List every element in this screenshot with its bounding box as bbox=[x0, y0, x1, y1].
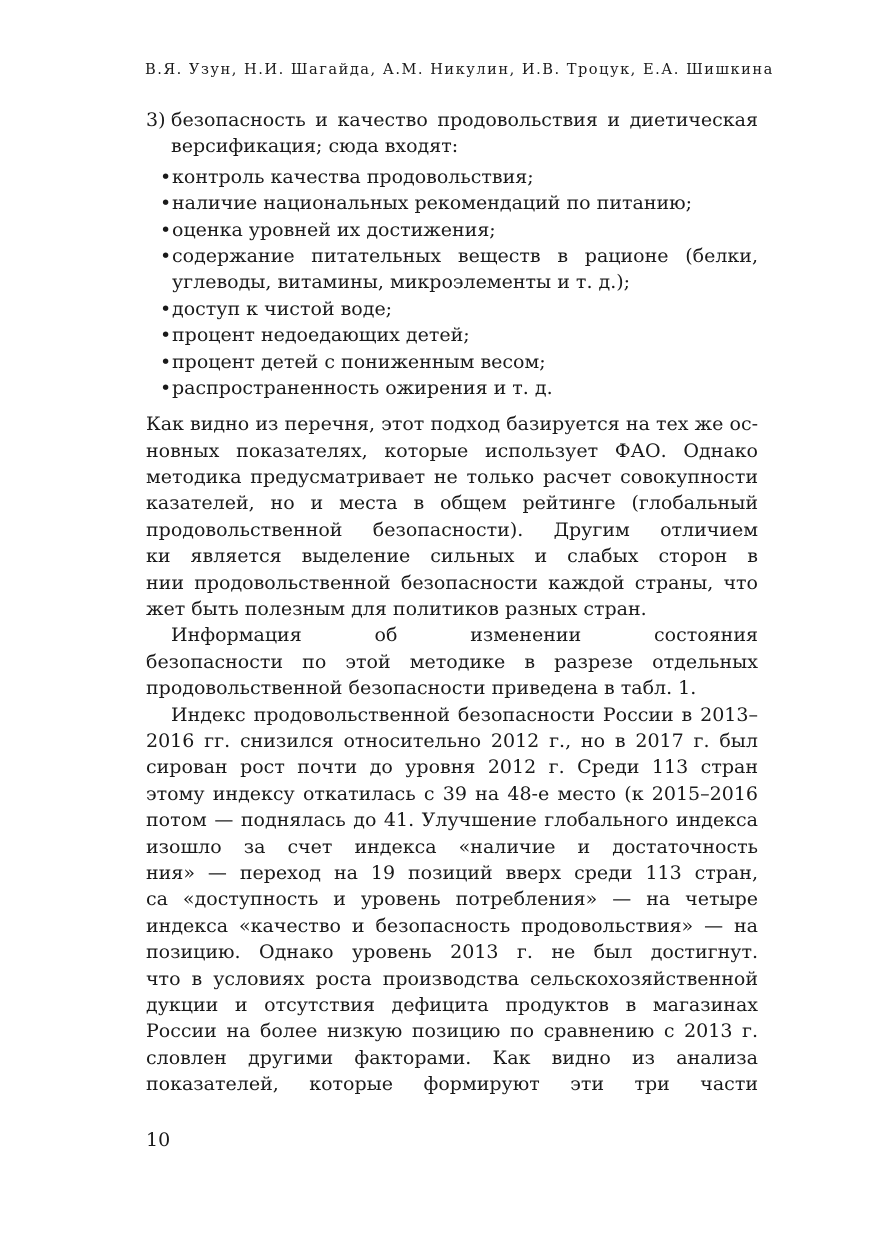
paragraph-line: словлен другими факторами. Как видно из анализа bbox=[146, 1046, 758, 1069]
bullet-text: процент недоедающих детей; bbox=[172, 324, 470, 347]
bullet-icon: • bbox=[160, 376, 172, 399]
bullet-icon: • bbox=[160, 165, 172, 188]
bullet-icon: • bbox=[160, 218, 172, 241]
numbered-list-item bbox=[146, 107, 758, 160]
paragraph-line: этому индексу откатилась с 39 на 48-е место (к 2015–2016 bbox=[146, 782, 758, 805]
list-item-line: безопасность и качество продовольствия и диетическая bbox=[171, 109, 758, 131]
paragraph-3 bbox=[146, 702, 758, 1098]
bullet-item bbox=[146, 243, 758, 296]
bullet-item bbox=[146, 322, 758, 348]
list-item-number: 3) bbox=[146, 109, 166, 131]
paragraph-line: Информация об изменении состояния bbox=[171, 624, 758, 647]
bullet-text: процент детей с пониженным весом; bbox=[172, 350, 546, 373]
paragraph-line: Индекс продовольственной безопасности России в 2013– bbox=[171, 703, 758, 726]
paragraph-line: са «доступность и уровень потребления» — на четыре bbox=[146, 888, 758, 911]
bullet-icon: • bbox=[160, 324, 172, 347]
bullet-text: распространенность ожирения и т. д. bbox=[172, 376, 553, 399]
paragraph-line: безопасности по этой методике в разрезе отдельных bbox=[146, 650, 758, 673]
paragraph-line: что в условиях роста производства сельскохозяйственной bbox=[146, 967, 758, 990]
paragraph-line: продовольственной безопасности приведена в табл. 1. bbox=[146, 677, 697, 700]
paragraph-line: потом — поднялась до 41. Улучшение глобального индекса bbox=[146, 809, 758, 832]
paragraph-line: методика предусматривает не только расчет совокупности bbox=[146, 466, 758, 489]
paragraph-line: дукции и отсутствия дефицита продуктов в магазинах bbox=[146, 993, 758, 1016]
page-number: 10 bbox=[146, 1129, 171, 1151]
bullet-icon: • bbox=[160, 350, 172, 373]
paragraph-line: новных показателях, которые использует ФАО. Однако bbox=[146, 439, 758, 462]
paragraph-line: ки является выделение сильных и слабых сторон в bbox=[146, 545, 758, 568]
bullet-item bbox=[146, 190, 758, 216]
bullet-text: контроль качества продовольствия; bbox=[172, 165, 534, 188]
bullet-icon: • bbox=[160, 192, 172, 215]
bullet-text: оценка уровней их достижения; bbox=[172, 218, 496, 241]
paragraph-line: изошло за счет индекса «наличие и достаточность bbox=[146, 835, 758, 858]
paragraph-line: показателей, которые формируют эти три части bbox=[146, 1073, 758, 1096]
bullet-text: наличие национальных рекомендаций по питанию; bbox=[172, 192, 693, 215]
running-header-authors: В.Я. Узун, Н.И. Шагайда, А.М. Никулин, И.В. Троцук, Е.А. Шишкина bbox=[145, 61, 774, 78]
paragraph-1 bbox=[146, 411, 758, 622]
paragraph-line: продовольственной безопасности). Другим отличием bbox=[146, 518, 758, 541]
bullet-text: содержание питательных веществ в рационе (белки, bbox=[172, 244, 758, 267]
bullet-text: углеводы, витамины, микроэлементы и т. д.); bbox=[172, 271, 631, 294]
bullet-text: доступ к чистой воде; bbox=[172, 297, 393, 320]
bullet-item bbox=[146, 296, 758, 322]
paragraph-2 bbox=[146, 622, 758, 701]
bullet-item bbox=[146, 164, 758, 190]
bullet-list bbox=[146, 164, 758, 402]
paragraph-line: ния» — переход на 19 позиций вверх среди 113 стран, bbox=[146, 861, 758, 884]
paragraph-line: России на более низкую позицию по сравнению с 2013 г. bbox=[146, 1020, 758, 1043]
list-item-line: версификация; сюда входят: bbox=[171, 135, 459, 158]
page-body bbox=[146, 107, 758, 1097]
paragraph-line: позицию. Однако уровень 2013 г. не был достигнут. bbox=[146, 941, 758, 964]
paragraph-line: Как видно из перечня, этот подход базируется на тех же ос- bbox=[146, 413, 758, 436]
bullet-item bbox=[146, 217, 758, 243]
bullet-item bbox=[146, 349, 758, 375]
paragraph-line: казателей, но и места в общем рейтинге (глобальный bbox=[146, 492, 758, 515]
paragraph-line: индекса «качество и безопасность продовольствия» — на bbox=[146, 914, 758, 937]
paragraph-line: нии продовольственной безопасности каждой страны, что bbox=[146, 571, 758, 594]
paragraph-line: 2016 гг. снизился относительно 2012 г., но в 2017 г. был bbox=[146, 729, 758, 752]
bullet-item bbox=[146, 375, 758, 401]
paragraph-line: жет быть полезным для политиков разных стран. bbox=[146, 598, 647, 621]
bullet-icon: • bbox=[160, 244, 172, 267]
paragraph-line: сирован рост почти до уровня 2012 г. Среди 113 стран bbox=[146, 756, 758, 779]
bullet-icon: • bbox=[160, 297, 172, 320]
